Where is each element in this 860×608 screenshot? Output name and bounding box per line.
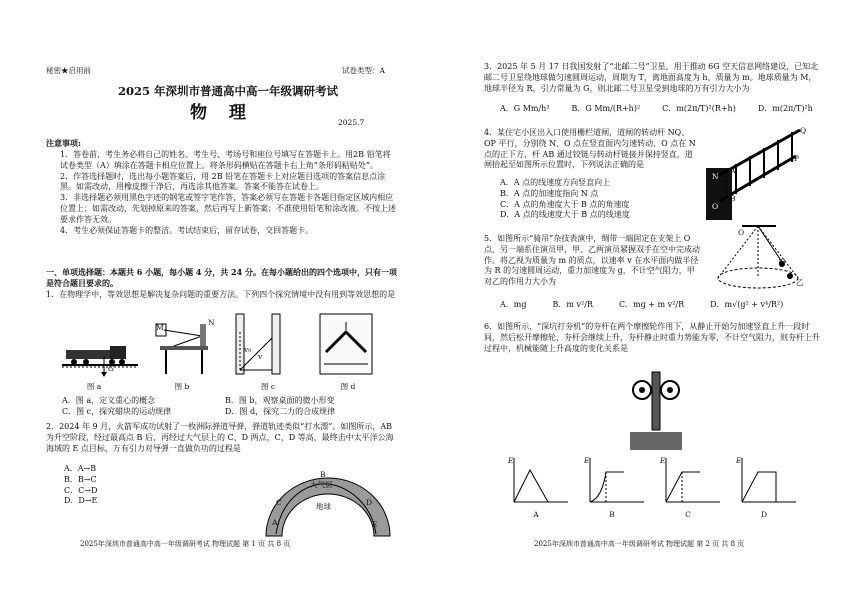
option-a: A．A→B [64, 464, 97, 473]
point-d-label: D [366, 498, 373, 507]
question-1-options [62, 396, 382, 418]
barrier-gate-figure [704, 128, 808, 222]
question-1-stem: 1．在物理学中，等效思想是解决复杂问题的重要方法。下列四个探究情境中没有用到等效思想的是 [46, 290, 396, 299]
option-b: B．G Mm/(R+h)² [571, 104, 641, 113]
fig-d-caption: 图 d [340, 382, 356, 391]
graph-b [584, 456, 648, 506]
option-d: D．图 d，探究二力的合成规律 [225, 406, 336, 416]
option-a: A．mg [500, 300, 527, 309]
point-a-label: A [272, 518, 278, 527]
graph-c [660, 456, 724, 506]
option-b: B．B→C [64, 474, 97, 484]
graph-d-e-label: E [736, 456, 742, 465]
option-c: C．m(2π/T)²(R+h) [662, 104, 736, 113]
point-o-label: O [712, 202, 719, 211]
right-footer: 2025年深圳市普通高中高一年级调研考试 物理试题 第 2 页 共 8 页 [534, 540, 745, 548]
notice-item: 4．考生必须保证答题卡的整洁。考试结束后，留存试卷，交回答题卡。 [60, 225, 314, 235]
atmosphere-label: 大气层 [310, 480, 333, 489]
option-b: B．A 点的加速度指向 N 点 [500, 188, 599, 198]
left-footer: 2025年深圳市普通高中高一年级调研考试 物理试题 第 1 页 共 8 页 [80, 540, 291, 548]
question-2-options [64, 464, 164, 507]
option-a: A．G Mm/h² [500, 104, 550, 113]
fig-a-g-label: G [108, 364, 114, 373]
performer-yi-label: 乙 [796, 278, 804, 287]
option-c: C．C→D [64, 485, 98, 495]
graph-c-label: C [685, 510, 691, 519]
point-p-label: P [794, 154, 800, 163]
fig-c-caption: 图 c [260, 382, 276, 391]
option-c: C．mg + m v²/R [618, 300, 685, 309]
option-c: C．图 c，探究蜡块的运动规律 [62, 406, 172, 416]
option-d: D．m√(g² + v⁴/R²) [710, 300, 784, 309]
graph-c-e-label: E [660, 456, 666, 465]
option-b: B．m v²/R [552, 300, 593, 309]
performer-jia-label: 甲 [778, 258, 786, 267]
question-5-options [500, 300, 783, 311]
question-3-stem: 3．2025 年 5 月 17 日我国发射了“北邮二号”卫星，用于推动 6G 空天信息网络建设，已知北邮二号卫星绕地球做匀速圆周运动，周期为 T，离地面高度为 h，质量为 m。地球质量为 M，地球半径为 R，引力常量为 G，则北邮二号卫星受到地球的万有引力大小为 [484, 62, 819, 93]
section-heading: 一、单项选择题：本题共 6 小题，每小题 4 分，共 24 分。在每小题给出的四个选项中，只有一项是符合题目要求的。 [46, 267, 397, 288]
exam-title: 2025 年深圳市普通高中高一年级调研考试 [118, 84, 339, 98]
exam-type: 试卷类型：A [342, 66, 385, 75]
fig-b-caption: 图 b [174, 382, 190, 391]
option-d: D．D→E [64, 496, 98, 506]
point-o-label: O [738, 228, 745, 237]
option-a: A．图 a，定义重心的概念 [62, 396, 156, 405]
point-c-label: C [276, 498, 282, 507]
notice-item: 2．作答选择题时，选出每小题答案后，用 2B 铅笔在答题卡上对应题目选项的答案信息点涂黑。如需改动，用橡皮擦干净后，再选涂其他答案。答案不能答在试卷上。 [60, 171, 386, 192]
question-2-stem: 2．2024 年 9 月，火箭军成功试射了一枚洲际弹道导弹，弹道轨迹类似“打水漂”。如图所示，AB 为升空阶段，经过最高点 B 后，再经过大气层上的 C、D 两点，C、D 等高，最终击中太平洋公海海域的 E 点目标，万有引力对导弹一直做负功的过程是 [46, 422, 394, 453]
exam-date: 2025.7 [338, 118, 365, 127]
confidential-mark: 秘密★启用前 [46, 66, 91, 75]
fig-c-v0-label: v₀ [244, 345, 252, 354]
point-a-label: A [730, 166, 736, 175]
point-q-label: Q [800, 126, 807, 135]
fig-b-n-label: N [208, 318, 215, 327]
graph-a [508, 456, 572, 506]
point-n-label: N [712, 172, 719, 181]
option-b: B．图 b，观察桌面的微小形变 [225, 396, 335, 405]
question-4-stem: 4．某住宅小区出入口使用栅栏道闸，道闸的转动杆 NQ、OP 平行，分别绕 N、O 点在竖直面内匀速转动，O 点在 N 点的正下方，杆 AB 通过铰链与转动杆链接并保持竖直，道闸抬起至如图所示位置时，下列说法正确的是 [484, 128, 696, 170]
figure-a [62, 330, 142, 380]
question-4-options [500, 178, 700, 221]
question-5-stem: 5．如图所示“骑吊”杂技表演中，绸带一端固定在支架上 O 点，另一端系住演员甲，甲、乙两演员紧握双手在空中完成动作。将乙视为质量为 m 的质点，以速率 v 在水平面内做半径为 R 的匀速圆周运动，重力加速度为 g，不计空气阻力，甲对乙的作用力大小为 [484, 234, 700, 287]
graph-d-label: D [760, 510, 767, 519]
fig-a-caption: 图 a [86, 382, 102, 391]
earth-label: 地球 [316, 502, 331, 511]
option-c: C．A 点的角速度大于 B 点的角速度 [500, 199, 630, 209]
point-b-label: B [730, 194, 736, 203]
figure-d [318, 312, 374, 376]
fig-c-v-label: v [258, 352, 263, 361]
point-e-label: E [372, 520, 378, 529]
notice-item: 1．答卷前，考生务必将自己的姓名、考生号、考场号和座位号填写在答题卡上。用2B 铅笔将试卷类型（A）填涂在答题卡相应位置上。将条形码横贴在答题卡右上角“条形码粘贴处”。 [60, 150, 391, 170]
tamper-figure [628, 370, 684, 456]
graph-a-label: A [533, 510, 539, 519]
notice-list [60, 150, 396, 236]
option-d: D．A 点的线速度大于 B 点的线速度 [500, 210, 630, 220]
question-3-options [500, 104, 813, 115]
fig-b-m-label: M [156, 323, 164, 332]
option-a: A．A 点的线速度方向竖直向上 [500, 178, 611, 187]
option-d: D．m(2π/T)²h [757, 104, 813, 113]
graph-d [736, 456, 800, 506]
graph-a-e-label: E [508, 456, 514, 465]
subject-title: 物 理 [190, 103, 254, 123]
question-6-stem: 6．如图所示，“深坑打夯机”的夯杆在两个摩擦轮作用下，从静止开始匀加速竖直上升一段时间，然后松开摩擦轮，夯杆会继续上升，夯杆静止时重力势能为零，不计空气阻力，则夯杆上升过程中，机械能随上升高度的变化关系是 [484, 322, 820, 353]
point-b-label: B [320, 470, 326, 479]
figure-c [232, 312, 286, 378]
notice-item: 3．非选择题必须用黑色字迹的钢笔或签字笔作答，答案必须写在答题卡各题目指定区域内相应位置上；如需改动，先划掉原来的答案，然后再写上新答案；不准使用铅笔和涂改液。不按上述要求作答无效。 [60, 193, 396, 224]
notice-heading: 注意事项: [46, 138, 81, 148]
graph-b-label: B [609, 510, 615, 519]
graph-b-e-label: E [584, 456, 590, 465]
